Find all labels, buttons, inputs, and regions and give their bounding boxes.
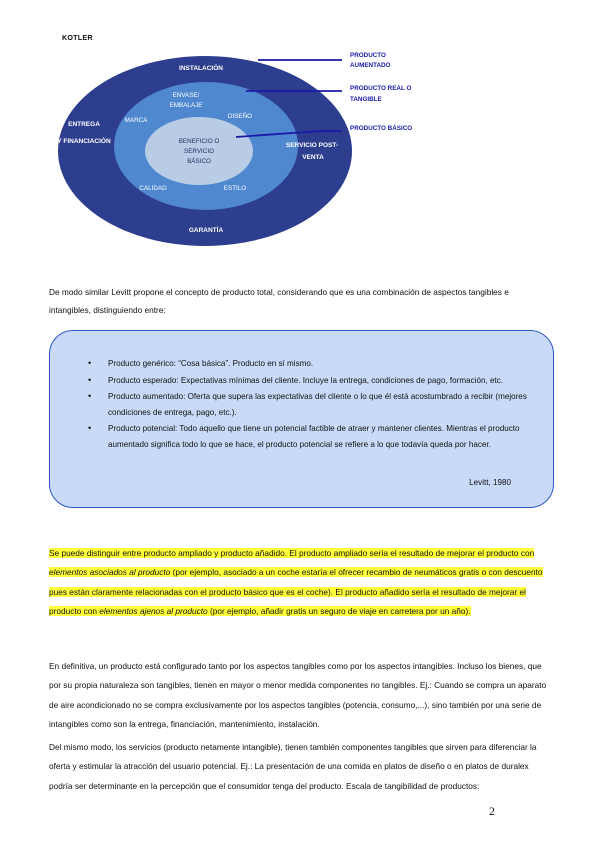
list-item-esperado: • Producto esperado: Expectativas mínimas del cliente. Incluye la entrega, condiciones de pago, formación, etc. <box>88 373 544 389</box>
levitt-definitions-box <box>49 330 554 508</box>
highlight-italic-2: elementos ajenos al producto <box>99 605 208 616</box>
label-instalacion: INSTALACIÓN <box>179 65 223 72</box>
list-item-aumentado: • Producto aumentado: Oferta que supera las expectativas del cliente o lo que él está acostumbrado a recibir (mejores condiciones de entrega, pago, etc.). <box>88 389 544 420</box>
highlight-text-2: (por ejemplo, asociado a un coche estaría el ofrecer recambio de neumáticos gratis o con descuento pues están claramente relacionadas con el producto básico que es el coche). El producto añadido sería el resultado de mejorar el producto con <box>49 567 543 616</box>
label-calidad: CALIDAD <box>139 185 167 192</box>
highlighted-paragraph <box>49 544 551 621</box>
callout-aumentado-2: AUMENTADO <box>350 62 391 69</box>
callout-real-2: TANGIBLE <box>350 96 382 103</box>
label-diseno: DISEÑO <box>227 113 253 120</box>
label-envase: ENVASE/ <box>172 92 200 99</box>
highlight-text-3: (por ejemplo, añadir gratis un seguro de viaje en carretera por un año). <box>207 605 471 616</box>
label-embalaje: EMBALAJE <box>169 102 203 109</box>
callout-real-1: PRODUCTO REAL O <box>350 85 412 92</box>
kotler-product-levels-diagram <box>0 0 600 270</box>
paragraph-servicios: Del mismo modo, los servicios (producto netamente intangible), tienen también componentes tangibles que sirven para diferenciar la oferta y estimular la atracción del usuario potencial. Ej.: La presentación de una comida en platos de diseño o en platos de duralex podría ser determinante en la percepción que el consumidor tenga del producto. Escala de tangibilidad de productos: <box>49 742 537 791</box>
highlight-italic-1: elementos asociados al producto <box>49 567 171 578</box>
label-entrega: ENTREGA <box>68 121 100 128</box>
callout-aumentado-1: PRODUCTO <box>350 52 386 59</box>
label-marca: MARCA <box>124 117 148 124</box>
list-item-potencial: • Producto potencial: Todo aquello que tiene un potencial factible de atraer y mantener clientes. Mientras el producto aumentado significa todo lo que se hace, el producto potencial se refiere a lo que todavía queda por hacer. <box>88 421 544 452</box>
intro-paragraph: De modo similar Levitt propone el concepto de producto total, considerando que es una combinación de aspectos tangibles e intangibles, distinguiendo entre: <box>49 287 509 315</box>
diagram-title: KOTLER <box>62 33 93 42</box>
callout-basico: PRODUCTO BÁSICO <box>350 125 413 132</box>
list-item-generico: • Producto genérico: “Cosa básica”. Producto en sí mismo. <box>88 356 544 372</box>
paragraph-tangibles: En definitiva, un producto está configurado tanto por los aspectos tangibles como por los aspectos intangibles. Incluso los bienes, que por su propia naturaleza son tangibles, tienen en mayor o menor medida componentes no tangibles. Ej.: Cuando se compra un aparato de aire acondicionado no se compra exclusivamente por los aspectos tangibles (potencia, consumo,...), sino también por una serie de intangibles como son la entrega, financiación, mantenimiento, instalación. <box>49 661 547 729</box>
label-financiacion: Y FINANCIACIÓN <box>57 138 111 145</box>
label-servicio: SERVICIO <box>184 148 214 155</box>
label-estilo: ESTILO <box>223 185 247 192</box>
label-beneficio: BENEFICIO O <box>178 138 220 145</box>
label-basico: BÁSICO <box>187 158 211 165</box>
label-venta: VENTA <box>302 154 324 161</box>
label-servicio-post: SERVICIO POST- <box>285 142 339 149</box>
levitt-list <box>88 356 544 453</box>
citation: Levitt, 1980 <box>469 478 511 487</box>
label-garantia: GARANTÍA <box>188 227 224 234</box>
highlight-text-1: Se puede distinguir entre producto ampliado y producto añadido. El producto ampliado sería el resultado de mejorar el producto con <box>49 548 535 558</box>
page-number: 2 <box>489 804 495 818</box>
